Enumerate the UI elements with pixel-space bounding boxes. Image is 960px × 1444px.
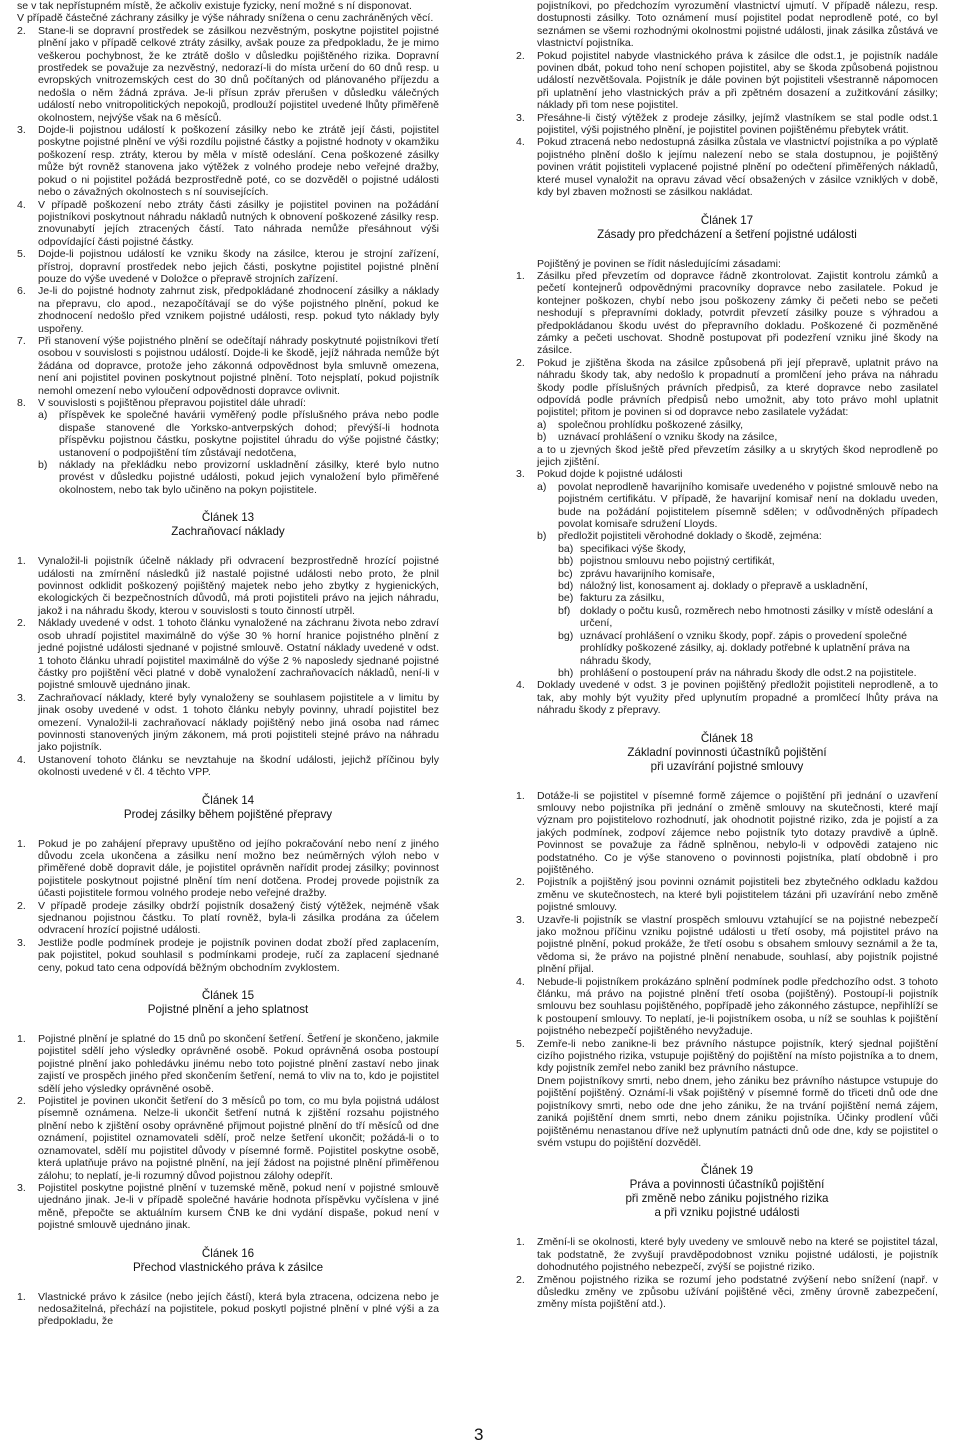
item-number: 2. — [17, 24, 26, 37]
article-title: Zásady pro předcházení a šetření pojistné události — [597, 227, 857, 241]
item-text: Jestliže podle podmínek prodeje je pojistník povinen dodat zboží před zaplacením, pak pojistitel, pokud souhlasil s podmínkami prodeje, ručí za zaplacení sjednané ceny, pokud tato cena odpovídá běžným obchodním zvyklostem. — [38, 936, 439, 974]
numbered-item — [17, 124, 439, 198]
sub-sub-item — [558, 543, 938, 555]
article-title: při změně nebo zániku pojistného rizika — [625, 1192, 829, 1206]
item-number: 4. — [516, 975, 525, 988]
numbered-item — [17, 285, 439, 335]
sub-sub-item-label: ba) — [558, 542, 574, 555]
item-text: Při stanovení výše pojistného plnění se odečítají náhrady poskytnuté pojistníkovi třetí osobou v souvislosti s pojistnou událostí. Dojde-li ke škodě, jejíž náhrada nemůže být žádána od dopravce, protože jeho zákonná odpovědnost byla smluvně omezena, není ani pojistitel povinen poskytnout pojistné plnění. Toto nejsplatí, pokud pojistník nemohl omezení nebo vyloučení odpovědnosti dopravce ovlivnit. — [38, 334, 439, 397]
item-number: 1. — [17, 1290, 26, 1303]
item-text: Pojistné plnění je splatné do 15 dnů po skončení šetření. Šetření je skončeno, jakmile pojistitel sdělí jeho výsledky oprávněné osobě. Pokud oprávněná osoba postoupí pojistné plnění jako pohledávku jinému nebo toto pojistné plnění zastaví nebo jinak zajistí ve prospěch jiného před skončením šetření, nemá to vliv na to, kdo je pojistitel sdělí jeho výsledky oprávněné osobě. — [38, 1033, 439, 1095]
sub-sub-item — [558, 630, 938, 667]
sub-sub-item-text: prohlášení o postoupení práv na náhradu škody dle odst.2 na pojistitele. — [580, 666, 917, 679]
article-title: Přechod vlastnického práva k zásilce — [132, 1260, 324, 1274]
article-title: a při vzniku pojistné události — [654, 1206, 800, 1220]
sub-sub-item-label: bg) — [558, 629, 574, 642]
item-body — [38, 248, 439, 285]
item-number: 8. — [17, 397, 26, 409]
sub-item-body — [59, 409, 439, 459]
numbered-item — [17, 1095, 439, 1182]
item-text: Stane-li se dopravní prostředek se zásilkou nezvěstným, poskytne pojistitel pojistné plnění jako v případě celkové ztráty zásilky, avšak pouze za předpokladu, že je mimo veškerou pochybnost, že ke ztrátě došlo v důsledku pojištěného rizika. Dopravní prostředek se považuje za nezvěstný, nedorazí-li do místa určení do 60 dnů resp. u evropských vnitrozemských cest do 30 dnů počítaných od plánovaného příjezdu a nedošla o něm žádná zpráva. Je-li přísun zpráv přerušen v důsledku válečných událostí nebo vnitropolitických nepokojů, prodlouží pojistitel uvedené lhůty přiměřeně okolnostem, nejvýše však na 6 měsíců. — [38, 24, 439, 124]
sub-sub-item — [558, 580, 938, 592]
item-body — [537, 1274, 938, 1311]
numbered-item — [516, 876, 938, 913]
numbered-item — [516, 1274, 938, 1311]
item-number: 3. — [17, 1181, 26, 1194]
sub-item-text: náklady na překládku nebo provizorní uskladnění zásilky, které bylo nutno provést v důsledku pojistné události, pokud jejich vynaložení bylo přiměřené okolnostem, nebo tak bylo učiněno na pokyn pojistitele. — [59, 459, 439, 496]
numbered-item — [17, 1033, 439, 1095]
sub-sub-item — [558, 568, 938, 580]
numbered-item — [17, 617, 439, 691]
article-title: Zachraňovací náklady — [171, 525, 285, 539]
item-text: Pokud je po zahájení přepravy upuštěno od jejího pokračování nebo není z jiného důvodu zcela ukončena a zásilku není možno bez neúměrných výloh nebo v přiměřené době dopravit dále, je pojistitel oprávněn nařídit prodej zásilky; povinnost pojistitele poskytnout pojistné plnění tím není dotčena. Prodej provede pojistník za účasti pojistitele formou volného prodeje nebo veřejné dražby. — [38, 837, 439, 900]
item-text: Pojistitel poskytne pojistné plnění v tuzemské měně, pokud není v pojistné smlouvě ujednáno jinak. Je-li v případě společné havárie hodnota příspěvku vyčíslena v jiné měně, přepočte se aktuálním kursem ČNB ke dni vydání dispaše, pokud není v pojistné smlouvě ujednáno jinak. — [38, 1181, 439, 1232]
sub-item — [38, 409, 439, 459]
sub-item-text: povolat neprodleně havarijního komisaře uvedeného v pojistné smlouvě nebo na pojistném certifikátu. V případě, že havarijní komisař není na dokladu uveden, bude na požádání pojistitelem písemně sdělen; v odůvodněných případech povolat komisaře sdružení Lloyds. — [558, 480, 938, 531]
sub-item-text: společnou prohlídku poškozené zásilky, — [558, 418, 744, 431]
item-number: 3. — [17, 124, 26, 137]
numbered-item — [516, 976, 938, 1038]
item-body — [38, 1095, 439, 1182]
numbered-item — [17, 1182, 439, 1232]
item-body — [537, 976, 938, 1038]
item-number: 3. — [516, 468, 525, 481]
item-number: 4. — [516, 136, 525, 149]
sub-item-label: a) — [537, 480, 547, 493]
article-heading — [17, 511, 439, 539]
item-body — [537, 1236, 938, 1273]
item-body — [537, 50, 938, 112]
item-body — [38, 838, 439, 900]
item-text: V souvislosti s pojištěnou přepravou pojistitel dále uhradí: — [38, 397, 306, 409]
item-text: Změnou pojistného rizika se rozumí jeho podstatné zvýšení nebo snížení (např. v důsledku změny ve způsobu užívání pojištěné věci, změny úrovně zabezpečení, změny místa pojištění atd.). — [537, 1273, 938, 1311]
item-text: Pokud je zjištěna škoda na zásilce způsobená při její přepravě, uplatnit právo na náhradu škody tak, aby nedošlo k propadnutí a promlčení jeho práva na náhradu škody podle příslušných právních předpisů, za které dopravce nebo zasilatel odpovídá podle právních předpisů nebo umožnit, aby toto právo mohl uplatnit pojistitel; přitom je povinen si od dopravce nebo zasilatele vyžádat: — [537, 356, 938, 419]
right-column — [516, 0, 938, 1311]
sub-item-label: b) — [38, 459, 48, 472]
item-continuation: a to u zjevných škod ještě před převzetím zásilky a u skrytých škod neprodleně po jejich zjištění. — [537, 443, 938, 468]
sub-sub-item — [558, 555, 938, 567]
item-number: 2. — [516, 1273, 525, 1286]
item-number: 3. — [17, 936, 26, 949]
item-text: Dojde-li pojistnou událostí ke vzniku škody na zásilce, kterou je strojní zařízení, přístroj, dopravní prostředek nebo jejich části, poskytne pojistitel pojistné plnění pouze do výše uvedené v Doložce o přepravě strojních zařízení. — [38, 248, 439, 285]
sub-sub-item-label: bb) — [558, 555, 574, 568]
sub-sub-item-text: doklady o počtu kusů, rozměrech nebo hmotnosti zásilky v místě odeslání a určení, — [580, 604, 933, 630]
sub-item-text: uznávací prohlášení o vzniku škody na zásilce, — [558, 431, 778, 444]
article-title: Práva a povinnosti účastníků pojištění — [629, 1178, 825, 1192]
article-number: Článek 14 — [201, 793, 255, 807]
sub-item — [537, 481, 938, 531]
item-number: 2. — [516, 356, 525, 369]
item-text: Dojde-li pojistnou událostí k poškození zásilky nebo ke ztrátě její části, pojistitel poskytne pojistné plnění ve výši rozdílu pojistné částky a pojistné hodnoty v okamžiku poškození resp. ztráty, kterou by měla v místě odeslání. Cena poškozené zásilky může být rovněž stanovena jako výtěžek z volného prodeje nebo veřejné dražby, pokud o ni pojistitel požádá bezprostředně poté, co se dozvěděl o pojistné události nebo o závažných okolnostech s ní souvisejících. — [38, 124, 439, 199]
item-text: Přesáhne-li čistý výtěžek z prodeje zásilky, jejímž vlastníkem se stal podle odst.1 pojistitel, výši pojistného plnění, je pojistitel povinen pojištěnému přebytek vrátit. — [537, 111, 938, 137]
sub-item — [537, 431, 938, 443]
item-continuation: Dnem pojistníkovy smrti, nebo dnem, jeho zániku bez právního nástupce vstupuje do pojištění pojištěný. Oznámí-li však pojištěný v písemné formě do třiceti dnů ode dne pojistníkovy smrti, nebo ode dne jeho zániku, že na trvání pojištění nemá zájem, zaniká pojištění dnem smrti, nebo dnem zániku pojistníka. Účinky prodlení vůči pojištěnému nenastanou dříve než uplynutím patnácti dnů ode dne, kdy se pojistitel o svém vstupu do pojištění dozvěděl. — [537, 1074, 938, 1149]
item-number: 3. — [516, 913, 525, 926]
article-title: Prodej zásilky během pojištěné přepravy — [123, 807, 333, 821]
numbered-item — [516, 914, 938, 976]
item-body — [38, 1291, 439, 1328]
item-number: 5. — [17, 248, 26, 261]
item-text: Doklady uvedené v odst. 3 je povinen pojištěný předložit pojistiteli neprodleně, a to tak, aby mohly být využity před uplynutím propadné a promlčecí lhůty práva na náhradu škody z přepravy. — [537, 679, 938, 717]
article-title: při uzavírání pojistné smlouvy — [650, 759, 804, 773]
item-text: Zachraňovací náklady, které byly vynaloženy se souhlasem pojistitele a v limitu by jinak osoby uvedené v odst. 1 tohoto článku nebyly povinny, uhradí pojistitel bez omezení. Vynaložil-li zachraňovací náklady pojištěný nebo jiná osoba nad rámec povinnosti stanovených jiným zákonem, má proti pojistiteli stejné právo na náhradu jako pojistník. — [38, 691, 439, 754]
sub-sub-item-text: pojistnou smlouvu nebo pojistný certifikát, — [580, 555, 775, 568]
item-text: V případě poškození nebo ztráty části zásilky je pojistitel povinen na požádání pojistníkovi poskytnout náhradu nákladů nutných k obnovení poškozené zásilky resp. znovunabytí jejích ztracených částí. Tato náhrada nemůže přesáhnout výši odpovídající části pojistné částky. — [38, 198, 439, 248]
sub-sub-item-label: bd) — [558, 580, 574, 593]
item-text: Pokud dojde k pojistné události — [537, 468, 683, 481]
item-text: Pojistitel je povinen ukončit šetření do 3 měsíců po tom, co mu byla pojistná událost písemně oznámena. Nelze-li ukončit šetření nutná k zjištění rozsahu pojistného plnění nebo k zjištění osoby oprávněné přijmout pojistné plnění do tří měsíců od dne oznámení, pojistitel oznamovateli sdělí, proč nelze šetření ukončit; požádá-li o to oznamovatel, sdělí mu pojistitel důvody v písemné formě. Pojistitel poskytne osobě, která uplatňuje právo na pojistné plnění, na její žádost na pojistné plnění přiměřenou zálohu; to neplatí, je-li rozumný důvod pojistnou zálohy odepřít. — [38, 1095, 439, 1182]
numbered-item — [516, 679, 938, 716]
item-number: 4. — [17, 198, 26, 211]
item-body — [537, 876, 938, 913]
item-text: Zásilku před převzetím od dopravce řádně zkontrolovat. Zajistit kontrolu zámků a pečetí kontejnerů odpovědnými pracovníky dopravce nebo zasilatele. Pokud je kontejner poškozen, chybí nebo jsou poškozeny zámky či pečeti nebo se pečeti neshodují s přepravními doklady, potvrdit převzetí zásilky pouze s výhradou a předpokládanou škodu uvést do přepravního dokladu. Poškozené či pozměněné zámky a pečeti uschovat. Shodně postupovat při podezření vzniku jiné škody na zásilce. — [537, 269, 938, 357]
item-number: 4. — [17, 753, 26, 766]
item-body — [537, 1038, 938, 1150]
sub-sub-item-text: náložný list, konosament aj. doklady o přepravě a uskladnění, — [580, 580, 868, 593]
sub-item-label: b) — [537, 431, 547, 444]
numbered-item — [17, 335, 439, 397]
item-body — [537, 270, 938, 357]
sub-item-body — [558, 419, 938, 431]
sub-item-text: předložit pojistiteli věrohodné doklady o škodě, zejména: — [558, 530, 822, 543]
item-text: Změní-li se okolnosti, které byly uvedeny ve smlouvě nebo na které se pojistitel tázal, tak podstatně, že zvyšují pravděpodobnost vzniku pojistné události, je pojistník dohodnutého pojistného nebezpečí, zvýší se pojistné riziko. — [537, 1236, 938, 1274]
sub-item — [537, 419, 938, 431]
article-number: Článek 18 — [700, 731, 754, 745]
item-number: 2. — [17, 899, 26, 912]
sub-item — [38, 459, 439, 496]
item-number: 4. — [516, 679, 525, 692]
paragraph: se v tak nepřístupném místě, že ačkoliv existuje fyzicky, není možné s ní disponovat. — [17, 0, 412, 12]
sub-sub-item-text: specifikaci výše škody, — [580, 542, 686, 555]
item-body — [38, 1182, 439, 1232]
article-number: Článek 13 — [201, 511, 255, 525]
article-heading — [17, 794, 439, 822]
numbered-item — [516, 1038, 938, 1150]
item-text: Pokud ztracená nebo nedostupná zásilka zůstala ve vlastnictví pojistníka a po výplatě pojistného plnění došlo k jejímu nalezení nebo se stala dostupnou, je pojištěný povinen vrátit pojistiteli vyplacené pojistné plnění po odečtení přiměřených nákladů, které musel vynaložit na opravu závad věcí obsažených v zásilce vzniklých v době, kdy byl zbaven možnosti se zásilkou nakládat. — [537, 136, 938, 199]
numbered-item — [17, 199, 439, 249]
paragraph: V případě částečné záchrany zásilky je výše náhrady snížena o cenu zachráněných věcí. — [17, 12, 434, 25]
numbered-item — [17, 397, 439, 496]
numbered-item — [17, 555, 439, 617]
item-body — [38, 1033, 439, 1095]
item-body — [38, 692, 439, 754]
item-body — [38, 754, 439, 779]
item-body — [537, 679, 938, 716]
item-text: Vlastnické právo k zásilce (nebo jejích částí), která byla ztracena, odcizena nebo je nedosažitelná, přechází na pojistitele, pokud poskytl pojistné plnění v plné výši a za předpokladu, že — [38, 1290, 439, 1328]
left-column — [17, 0, 439, 1328]
article-heading — [516, 214, 938, 242]
sub-sub-item — [558, 667, 938, 679]
numbered-item — [516, 468, 938, 679]
article-number: Článek 17 — [700, 213, 754, 227]
numbered-item — [516, 270, 938, 357]
sub-sub-item-text: zprávu havarijního komisaře, — [580, 567, 715, 580]
article-number: Článek 15 — [201, 989, 255, 1003]
item-body — [537, 468, 938, 679]
sub-sub-item-label: bf) — [558, 604, 571, 617]
item-number: 2. — [516, 49, 525, 62]
item-body — [537, 112, 938, 137]
item-number: 1. — [17, 1033, 26, 1046]
sub-item-body — [558, 431, 938, 443]
article-number: Článek 19 — [700, 1164, 754, 1178]
paragraph: Pojištěný je povinen se řídit následujícími zásadami: — [537, 257, 781, 270]
item-body — [537, 357, 938, 469]
paragraph: pojistníkovi, po předchozím vyrozumění vlastnictví ujmutí. V případě nálezu, resp. dostupnosti zásilky. Toto oznámení musí pojistitel podat neprodleně poté, co byl seznámen se všemi rozhodnými okolnostmi pojistné události, jinak zásilka zůstává ve vlastnictví pojistníka. — [537, 0, 938, 50]
item-text: Je-li do pojistné hodnoty zahrnut zisk, předpokládané zhodnocení zásilky a náklady na přepravu, clo apod., nezapočítávají se do výše pojistného plnění, pokud ke zhodnocení nedošlo před vznikem pojistné události, resp. pokud tyto náklady byly uspořeny. — [38, 285, 439, 335]
item-text: Nebude-li pojistníkem prokázáno splnění podmínek podle předchozího odst. 3 tohoto článku, má právo na pojistné plnění třetí osoba (pojištěný). Postoupí-li pojistník smlouvu bez souhlasu pojištěného, popřípadě jeho zákonného zástupce, nepřihlíží se k postoupení smlouvy. To neplatí, je-li pojistníkem osoba, u níž se souhlas k pojištění pojistného nebezpečí pojištěného nevyžaduje. — [537, 975, 938, 1038]
numbered-item — [17, 25, 439, 124]
sub-item-label: b) — [537, 530, 547, 543]
item-number: 1. — [516, 269, 525, 282]
item-number: 1. — [516, 1236, 525, 1249]
sub-sub-item-text: fakturu za zásilku, — [580, 592, 665, 605]
sub-item-body — [558, 530, 938, 542]
item-number: 1. — [17, 837, 26, 850]
numbered-item — [516, 790, 938, 877]
item-body — [38, 900, 439, 937]
item-body — [38, 397, 439, 496]
article-number: Článek 16 — [201, 1246, 255, 1260]
item-body — [38, 937, 439, 974]
numbered-item — [17, 937, 439, 974]
item-body — [38, 285, 439, 335]
item-number: 7. — [17, 334, 26, 347]
item-number: 3. — [17, 691, 26, 704]
numbered-item — [516, 1236, 938, 1273]
numbered-item — [516, 357, 938, 469]
sub-item-label: a) — [38, 409, 48, 422]
item-text: Dotáže-li se pojistitel v písemné formě zájemce o pojištění při jednání o uzavření smlouvy nebo pojistníka při jednání o změně smlouvy na skutečnosti, které mají význam pro pojistitelovo rozhodnutí, jak ohodnotit pojistné riziko, zda je pojistí a za jakých podmínek, zodpoví zájemce nebo pojistník tyto dotazy pravdivě a úplně. Povinnost se považuje za řádně splněnou, nebylo-li v odpovědi zatajeno nic podstatného. Co je výše stanoveno o povinnosti pojistníka, platí obdobně i pro pojištěného. — [537, 789, 938, 876]
article-heading — [516, 1164, 938, 1220]
item-text: Uzavře-li pojistník se vlastní prospěch smlouvu vztahující se na pojistné nebezpečí jako možnou příčinu vzniku pojistné události u třetí osoby, má pojistitel právo na pojistné plnění, pokud prokáže, že třetí osobu s obsahem smlouvy seznámil a že ta, vědoma si, že právo na pojistné plnění nenabude, souhlasí, aby pojistník pojistné plnění přijal. — [537, 913, 938, 976]
sub-sub-item — [558, 605, 938, 630]
item-text: Vynaložil-li pojistník účelně náklady při odvracení bezprostředně hrozící pojistné události na zmírnění následků již nastalé pojistné události nebo proto, že plnil povinnost odklidit poškozený pojištěný majetek nebo jeho zbytky z hygienických, ekologických či bezpečnostních důvodů, má proti pojistiteli právo na jejich náhradu, jakož i na náhradu škody, kterou v souvislosti s touto činností utrpěl. — [38, 555, 439, 617]
numbered-item — [17, 248, 439, 285]
item-body — [38, 124, 439, 198]
item-number: 1. — [17, 555, 26, 568]
item-body — [537, 914, 938, 976]
item-number: 6. — [17, 285, 26, 298]
article-title: Základní povinnosti účastníků pojištění — [627, 745, 827, 759]
numbered-item — [516, 112, 938, 137]
item-body — [38, 199, 439, 249]
sub-sub-item-label: bc) — [558, 567, 573, 580]
sub-item-body — [59, 459, 439, 496]
item-body — [38, 335, 439, 397]
numbered-item — [17, 900, 439, 937]
sub-item — [537, 530, 938, 542]
item-text: Náklady uvedené v odst. 1 tohoto článku vynaložené na záchranu života nebo zdraví osob uhradí pojistitel maximálně do výše 30 % horní hranice pojistného plnění z jedné pojistné události sjednané v pojistné smlouvě. Ostatní náklady uvedené v odst. 1 tohoto článku uhradí pojistitel maximálně do výše 2 % naposledy sjednané pojistné částky pro pojištění věci platné v době vynaložení zachraňovacích nákladů, není-li v pojistné smlouvě ujednáno jinak. — [38, 617, 439, 692]
item-text: Ustanovení tohoto článku se nevztahuje na škodní události, jejichž příčinou byly okolnosti uvedené v čl. 4 těchto VPP. — [38, 753, 439, 779]
article-heading — [17, 989, 439, 1017]
sub-sub-item — [558, 592, 938, 604]
numbered-item — [516, 50, 938, 112]
numbered-item — [516, 136, 938, 198]
sub-item-body — [558, 481, 938, 531]
item-body — [38, 555, 439, 617]
sub-sub-item-text: uznávací prohlášení o vzniku škody, popř. zápis o provedení společné prohlídky poškozené zásilky, aj. doklady potřebné k uplatnění práva na náhradu škody, — [580, 629, 910, 667]
item-number: 2. — [17, 1095, 26, 1108]
article-heading — [17, 1247, 439, 1275]
numbered-item — [17, 838, 439, 900]
numbered-item — [17, 1291, 439, 1328]
item-number: 1. — [516, 789, 525, 802]
sub-item-text: příspěvek ke společné havárii vyměřený podle příslušného práva nebo podle dispaše stanovené dle Yorksko-antverpských dohod; převýší-li hodnota příspěvku pojistnou částku, poskytne pojistitel úhradu do výše pojistné částky; ustanovení o podpojištění tím zůstávají nedotčena, — [59, 409, 439, 459]
item-body — [38, 25, 439, 124]
item-number: 5. — [516, 1037, 525, 1050]
article-heading — [516, 732, 938, 774]
page-number: 3 — [474, 1425, 484, 1444]
sub-sub-item-label: bh) — [558, 666, 574, 679]
item-body — [537, 790, 938, 877]
sub-item-label: a) — [537, 418, 547, 431]
item-number: 2. — [17, 617, 26, 630]
article-title: Pojistné plnění a jeho splatnost — [147, 1003, 309, 1017]
numbered-item — [17, 692, 439, 754]
item-text: Pojistník a pojištěný jsou povinni oznámit pojistiteli bez zbytečného odkladu každou změnu ve skutečnostech, na které byli pojistitelem tázáni při uzavírání nebo změně pojistné smlouvy. — [537, 876, 938, 914]
item-text: Zemře-li nebo zanikne-li bez právního nástupce pojistník, který sjednal pojištění cizího pojistného rizika, vstupuje pojištěný do pojištění na místo pojistníka a to dnem, kdy pojistník zemřel nebo zanikl bez právního nástupce. — [537, 1037, 938, 1075]
sub-sub-item-label: be) — [558, 592, 574, 605]
item-text: Pokud pojistitel nabyde vlastnického práva k zásilce dle odst.1, je pojistník nadále povinen dbát, pokud toho není schopen pojistitel, aby se škoda způsobená pojistnou událostí nezvětšovala. Pojistník je dále povinen být pojistiteli všestranně nápomocen při uplatnění jeho vlastnických práv a při zpětném dosazení a zužitkování zásilky; náklady při tom nese pojistitel. — [537, 49, 938, 112]
item-number: 2. — [516, 876, 525, 889]
item-text: V případě prodeje zásilky obdrží pojistník dosažený čistý výtěžek, nejméně však sjednanou pojistnou částku. To platí rovněž, byla-li zásilka prodána za účelem odvracení hrozící pojistné události. — [38, 899, 439, 937]
numbered-item — [17, 754, 439, 779]
item-number: 3. — [516, 111, 525, 124]
item-body — [38, 617, 439, 691]
item-body — [537, 136, 938, 198]
